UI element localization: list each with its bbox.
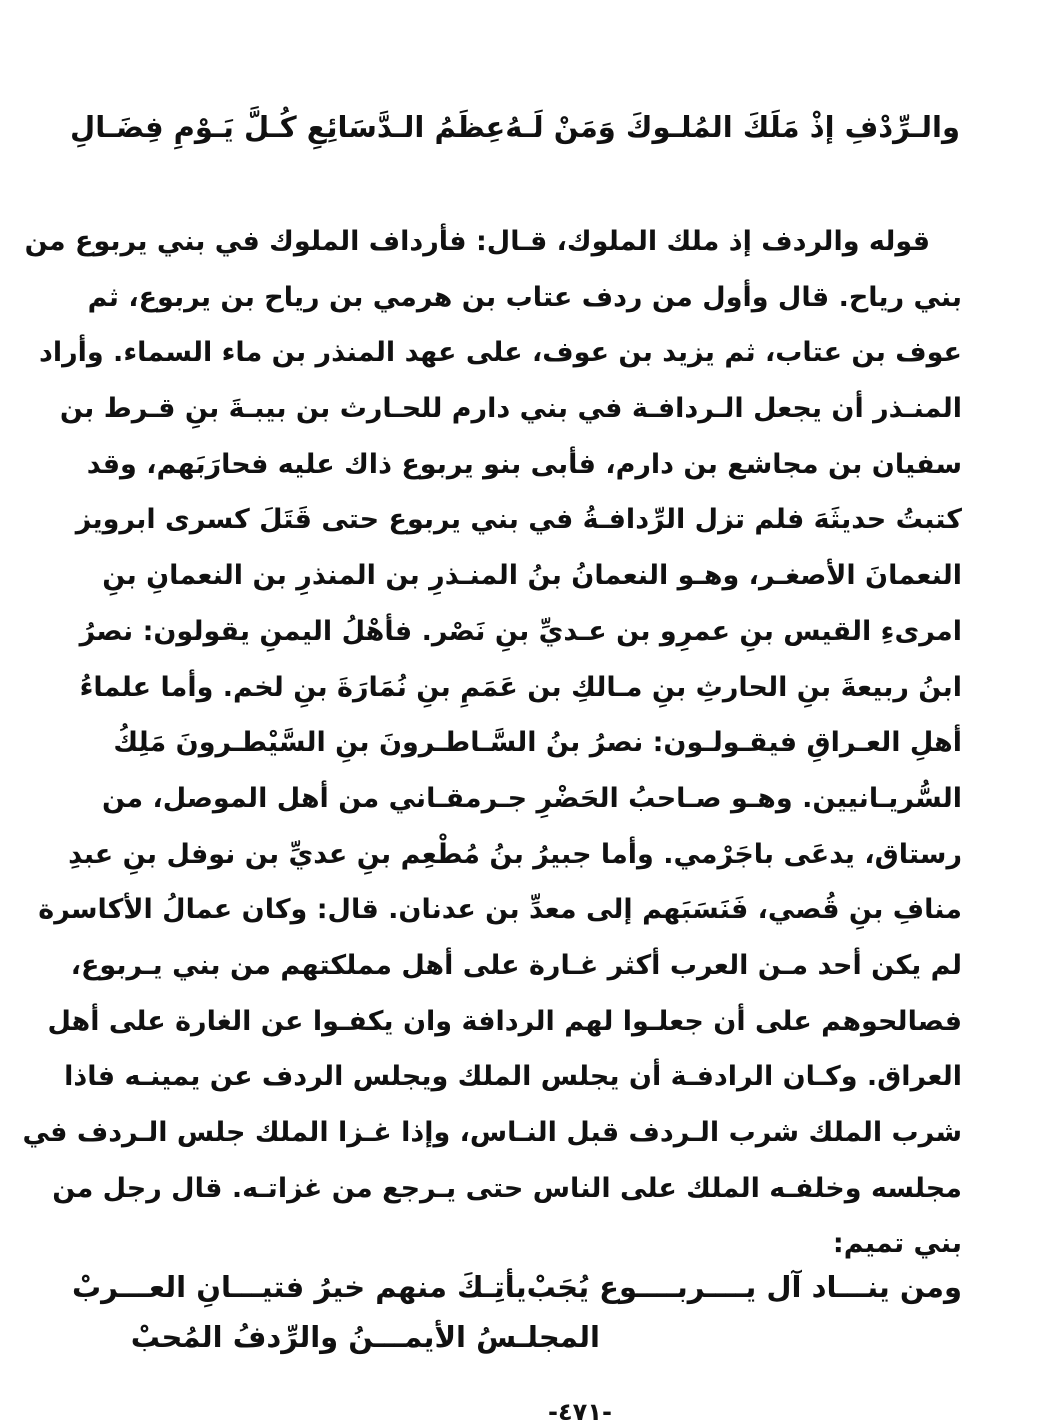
text-line: النعمانَ الأصغـر، وهـو النعمانُ بنُ المنـذرِ بن المنذرِ بن النعمانِ بنِ	[102, 560, 962, 592]
opening-verse	[70, 110, 960, 144]
text-line: امرىءِ القيس بنِ عمرِو بن عـديِّ بنِ نَصْر. فأهْلُ اليمنِ يقولون: نصرُ	[79, 615, 962, 647]
text-line: العراق. وكـان الرادفـة أن يجلس الملك ويجلس الردف عن يمينـه فاذا	[64, 1061, 962, 1093]
text-line: منافِ بنِ قُصي، فَنَسَبَهم إلى معدِّ بن عدنان. قال: وكان عمالُ الأكاسرة	[38, 894, 962, 926]
text-line: المنـذر أن يجعل الـردافـة في بني دارم للحـارث بن بيبـةَ بنِ قـرط بن	[59, 393, 962, 425]
verse-first-hemistich: والـرِّدْفِ إذْ مَلَكَ المُلـوكَ وَمَنْ لَـهُ	[505, 110, 960, 144]
text-line: قوله والردف إذ ملك الملوك، قـال: فأرداف الملوك في بني يربوع من	[24, 226, 930, 257]
verse-first-hemistich: ومن ينـــاد آل يــــربــــوع يُجَبْ	[526, 1270, 962, 1304]
text-line: السُّريـانيين. وهـو صـاحبُ الحَضْرِ جـرمقـاني من أهل الموصل، من	[102, 782, 962, 814]
verse-second-hemistich: عِظَمُ الـدَّسَائِعِ كُـلَّ يَـوْمِ فِضَـالِ	[70, 110, 506, 144]
text-line: رستاق، يدعَى باجَرْمي. وأما جبيرُ بنُ مُطْعِم بنِ عديِّ بن نوفل بنِ عبدِ	[68, 838, 962, 870]
text-line: عوف بن عتاب، ثم يزيد بن عوف، على عهد المنذر بن ماء السماء. وأراد	[38, 337, 962, 369]
text-line: فصالحوهم على أن جعلـوا لهم الردافة وان يكفـوا عن الغارة على أهل	[47, 1005, 962, 1037]
text-line: ابنُ ربيعةَ بنِ الحارثِ بنِ مـالكِ بن عَمَمِ بنِ نُمَارَةَ بنِ لخم. وأما علماءُ	[79, 671, 962, 703]
text-line: مجلسه وخلفـه الملك على الناس حتى يـرجع من غزاتـه. قال رجل من	[52, 1172, 962, 1204]
verse-second-hemistich: يأتِـكَ منهم خيرُ فتيـــانِ العـــربْ	[72, 1270, 527, 1304]
text-line: أهلِ العـراقِ فيقـولـون: نصرُ بنُ السَّـاطـرونَ بنِ السَّيْطـرونَ مَلِكُ	[113, 727, 962, 759]
closing-verse-line: المجلـسُ الأيمـــنُ والرِّدفُ المُحبْ	[130, 1320, 600, 1354]
text-line: شرب الملك شرب الـردف قبل النـاس، وإذا غـزا الملك جلس الـردف في	[22, 1117, 962, 1148]
body-paragraph	[22, 222, 962, 1280]
text-line: بني تميم:	[832, 1228, 962, 1260]
text-line: كتبتُ حديثَهَ فلم تزل الرِّدافـةُ في بني يربوع حتى قَتَلَ كسرى ابرويز	[75, 504, 962, 536]
text-line: بني رياح. قال وأول من ردف عتاب بن هرمي بن رياح بن يربوع، ثم	[87, 281, 962, 313]
text-line: لم يكن أحد مـن العرب أكثر غـارة على أهل مملكتهم من بني يـربوع،	[70, 949, 962, 981]
text-line: سفيان بن مجاشع بن دارم، فأبى بنو يربوع ذاك عليه فحارَبَهم، وقد	[86, 448, 962, 480]
closing-verse	[72, 1270, 962, 1304]
page-number: -٤٧١-	[548, 1398, 612, 1426]
